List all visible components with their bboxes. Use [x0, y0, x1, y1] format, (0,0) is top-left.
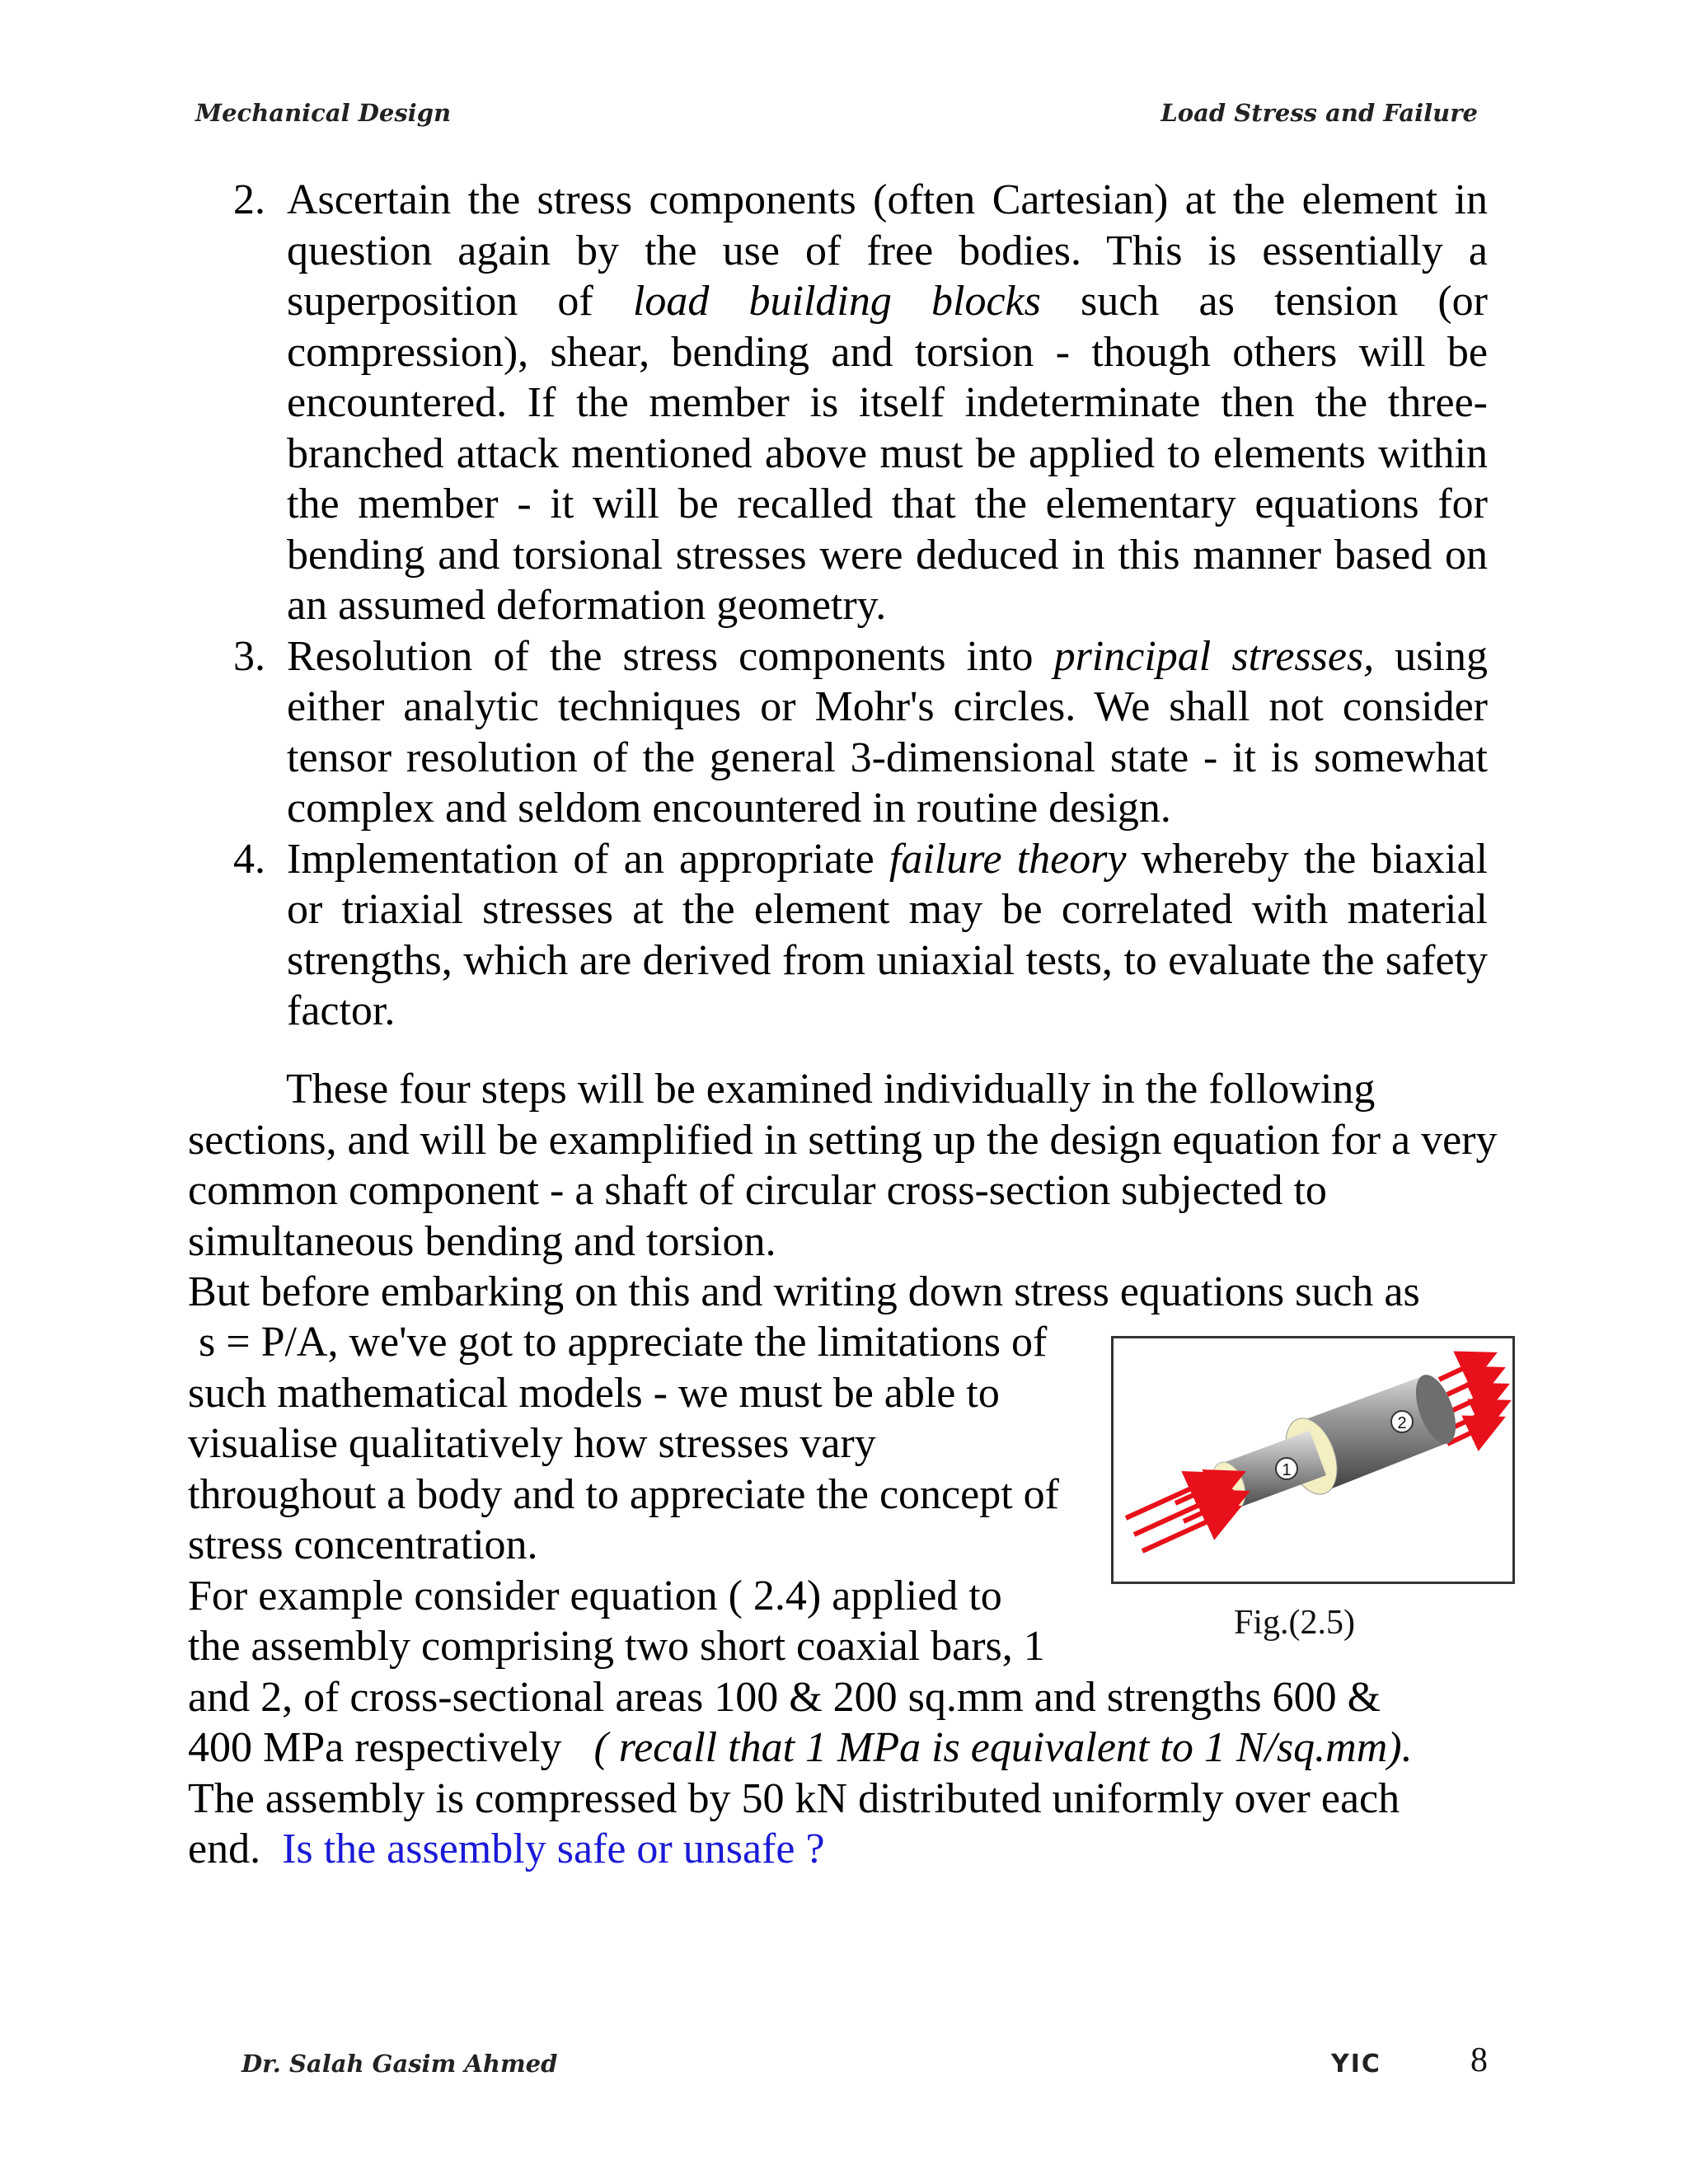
- text-line: For example consider equation ( 2.4) applied to: [188, 1572, 1002, 1619]
- list-text: Implementation of an appropriate: [287, 835, 889, 883]
- list-item: [233, 834, 1488, 1037]
- text-line: visualise qualitatively how stresses vary: [188, 1420, 876, 1467]
- text-line: s = P/A, we've got to appreciate the limitations of: [188, 1319, 1048, 1366]
- figure-label-1: 1: [1282, 1461, 1292, 1479]
- footer-org: YIC: [1331, 2050, 1381, 2079]
- list-text: Ascertain the stress components (often Cartesian) at the element in question again by the use of free bodies. This is essentially a superposition of: [287, 176, 1488, 325]
- list-number: 3.: [233, 632, 265, 680]
- recall-note: ( recall that 1 MPa is equivalent to 1 N/sq.mm).: [593, 1724, 1413, 1771]
- text-line: and 2, of cross-sectional areas 100 & 200 sq.mm and strengths 600 &: [188, 1674, 1381, 1721]
- emphasis: load building blocks: [632, 278, 1041, 325]
- text-line: [188, 1722, 1413, 1774]
- emphasis: principal stresses,: [1053, 632, 1375, 680]
- text-line: The assembly is compressed by 50 kN distributed uniformly over each: [188, 1775, 1400, 1822]
- figure-coaxial-bars: [1111, 1336, 1515, 1584]
- emphasis: failure theory: [889, 835, 1127, 883]
- list-text: whereby the biaxial or triaxial stresses at the element may be correlated with material strengths, which are derived from uniaxial tests, to evaluate the safety factor.: [287, 835, 1489, 1034]
- footer-author: Dr. Salah Gasim Ahmed: [241, 2050, 558, 2078]
- text-line: But before embarking on this and writing down stress equations such as: [188, 1268, 1420, 1315]
- text-segment: end.: [188, 1825, 261, 1872]
- list-item: [233, 175, 1488, 631]
- question-text: Is the assembly safe or unsafe ?: [282, 1825, 825, 1872]
- list-text: such as tension (or compression), shear, bending and torsion - though others will be encountered. If the member is itself indeterminate then the three-branched attack mentioned above must be applied to elements within the member - it will be recalled that the elementary equations for bending and torsional stresses were deduced in this manner based on an assumed deformation geometry.: [287, 278, 1488, 629]
- coaxial-bars-illustration: [1114, 1338, 1512, 1582]
- text-line: stress concentration.: [188, 1521, 538, 1568]
- text-line: such mathematical models - we must be able to: [188, 1370, 1000, 1417]
- header-right: Load Stress and Failure: [1160, 99, 1478, 127]
- list-item: [233, 631, 1488, 834]
- numbered-list: [233, 175, 1488, 1037]
- list-text: using either analytic techniques or Mohr's circles. We shall not consider tensor resolution of the general 3-dimensional state - it is somewhat complex and seldom encountered in routine design.: [287, 632, 1488, 832]
- text-line: throughout a body and to appreciate the concept of: [188, 1471, 1059, 1518]
- text-segment: 400 MPa respectively: [188, 1724, 562, 1771]
- list-text: Resolution of the stress components into: [287, 632, 1054, 680]
- list-number: 2.: [233, 176, 265, 223]
- text-line: [188, 1824, 825, 1875]
- figure-label-2: 2: [1397, 1414, 1407, 1432]
- paragraph-text: These four steps will be examined individually in the following sections, and will be examplified in setting up the design equation for a very common component - a shaft of circular cross-section subjected to simultaneous bending and torsion.: [188, 1066, 1498, 1265]
- page-number: 8: [1470, 2041, 1488, 2079]
- text-line: the assembly comprising two short coaxial bars, 1: [188, 1623, 1045, 1670]
- paragraph-four-steps: [188, 1064, 1498, 1267]
- header-left: Mechanical Design: [195, 99, 452, 127]
- figure-caption: Fig.(2.5): [1234, 1604, 1355, 1642]
- list-number: 4.: [233, 835, 265, 883]
